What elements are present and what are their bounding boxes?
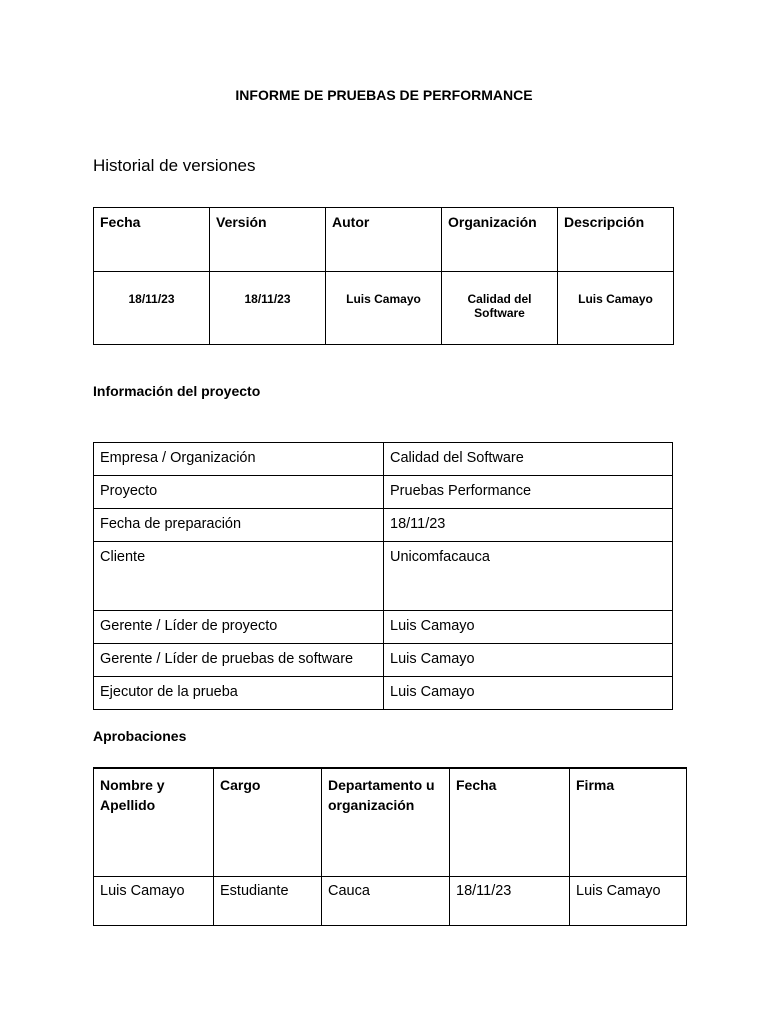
version-history-heading: Historial de versiones [93,156,256,175]
label-proyecto: Proyecto [94,476,384,509]
document-title: INFORME DE PRUEBAS DE PERFORMANCE [235,87,533,103]
label-fecha-preparacion: Fecha de preparación [94,509,384,542]
label-gerente-proyecto: Gerente / Líder de proyecto [94,611,384,644]
value-gerente-pruebas: Luis Camayo [384,644,673,677]
cell-autor: Luis Camayo [326,272,442,345]
cell-cargo: Estudiante [214,876,322,925]
header-fecha: Fecha [450,768,570,876]
label-gerente-pruebas: Gerente / Líder de pruebas de software [94,644,384,677]
value-empresa: Calidad del Software [384,443,673,476]
table-row [94,611,673,644]
header-departamento: Departamento u organización [322,768,450,876]
version-history-table [93,207,674,345]
header-nombre: Nombre y Apellido [94,768,214,876]
label-cliente: Cliente [94,542,384,611]
label-ejecutor: Ejecutor de la prueba [94,677,384,710]
header-firma: Firma [570,768,687,876]
table-row [94,272,674,345]
table-row [94,644,673,677]
header-organizacion: Organización [442,208,558,272]
table-row [94,509,673,542]
project-info-heading: Información del proyecto [93,383,261,399]
header-autor: Autor [326,208,442,272]
value-gerente-proyecto: Luis Camayo [384,611,673,644]
approvals-table [93,767,687,926]
header-version: Versión [210,208,326,272]
cell-departamento: Cauca [322,876,450,925]
header-fecha: Fecha [94,208,210,272]
table-row [94,443,673,476]
cell-fecha: 18/11/23 [450,876,570,925]
table-row [94,542,673,611]
cell-firma: Luis Camayo [570,876,687,925]
project-info-table [93,442,673,710]
value-ejecutor: Luis Camayo [384,677,673,710]
cell-version: 18/11/23 [210,272,326,345]
value-cliente: Unicomfacauca [384,542,673,611]
cell-descripcion: Luis Camayo [558,272,674,345]
value-proyecto: Pruebas Performance [384,476,673,509]
header-descripcion: Descripción [558,208,674,272]
table-row [94,876,687,925]
table-row [94,476,673,509]
cell-fecha: 18/11/23 [94,272,210,345]
table-row [94,677,673,710]
header-cargo: Cargo [214,768,322,876]
table-header-row [94,768,687,876]
cell-nombre: Luis Camayo [94,876,214,925]
approvals-heading: Aprobaciones [93,728,187,744]
table-header-row [94,208,674,272]
cell-organizacion: Calidad del Software [442,272,558,345]
value-fecha-preparacion: 18/11/23 [384,509,673,542]
label-empresa: Empresa / Organización [94,443,384,476]
